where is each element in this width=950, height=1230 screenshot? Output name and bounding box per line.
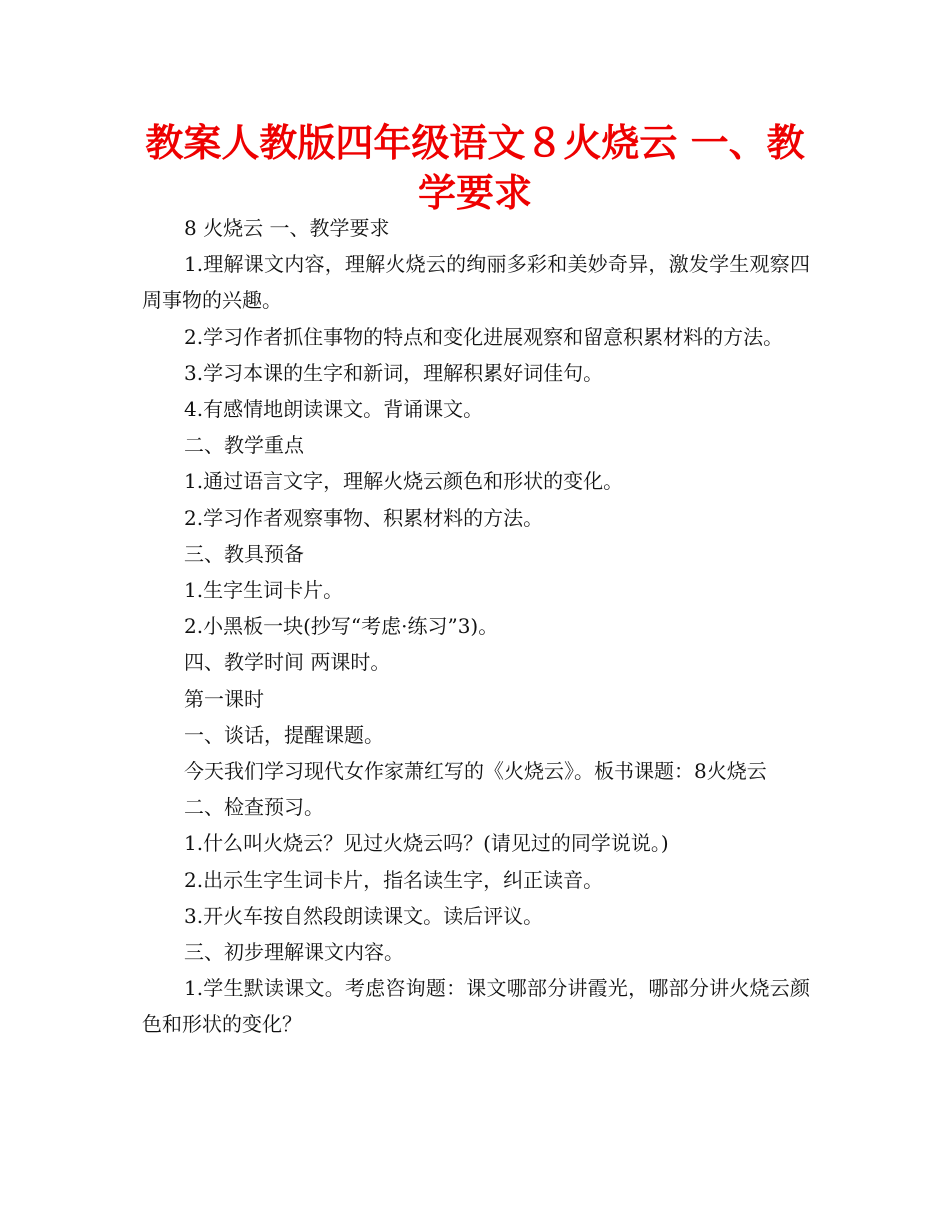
paragraph: 4.有感情地朗读课文。背诵课文。 xyxy=(184,397,484,422)
paragraph: 3.学习本课的生字和新词，理解积累好词佳句。 xyxy=(184,360,604,385)
document-body xyxy=(142,210,810,1043)
paragraph: 2.学习作者抓住事物的特点和变化进展观察和留意积累材料的方法。 xyxy=(184,324,784,349)
paragraph: 今天我们学习现代女作家萧红写的《火烧云》。板书课题：8火烧云 xyxy=(184,759,767,784)
paragraph: 1.通过语言文字，理解火烧云颜色和形状的变化。 xyxy=(184,469,624,494)
paragraph: 8 火烧云 一、教学要求 xyxy=(184,216,390,240)
section-heading: 二、检查预习。 xyxy=(184,795,324,820)
paragraph: 2.小黑板一块(抄写“考虑·练习”3)。 xyxy=(184,614,499,639)
paragraph: 1.生字生词卡片。 xyxy=(184,578,344,603)
paragraph: 2.出示生字生词卡片，指名读生字，纠正读音。 xyxy=(184,867,604,892)
document-title: 教案人教版四年级语文８火烧云 一、教学要求 xyxy=(145,121,805,215)
section-heading: 三、教具预备 xyxy=(184,541,304,566)
section-heading: 第一课时 xyxy=(184,686,264,711)
paragraph: 1.学生默读课文。考虑咨询题：课文哪部分讲霞光，哪部分讲火烧云颜色和形状的变化？ xyxy=(142,976,810,1037)
paragraph: 1.什么叫火烧云？见过火烧云吗？(请见过的同学说说。) xyxy=(184,831,669,856)
section-heading: 三、初步理解课文内容。 xyxy=(184,940,404,965)
paragraph: 3.开火车按自然段朗读课文。读后评议。 xyxy=(184,903,544,928)
section-heading: 一、谈话，提醒课题。 xyxy=(184,722,384,747)
paragraph: 2.学习作者观察事物、积累材料的方法。 xyxy=(184,505,544,530)
section-heading: 四、教学时间 两课时。 xyxy=(184,650,391,675)
paragraph: 1.理解课文内容，理解火烧云的绚丽多彩和美妙奇异，激发学生观察四周事物的兴趣。 xyxy=(142,252,810,313)
section-heading: 二、教学重点 xyxy=(184,433,304,458)
